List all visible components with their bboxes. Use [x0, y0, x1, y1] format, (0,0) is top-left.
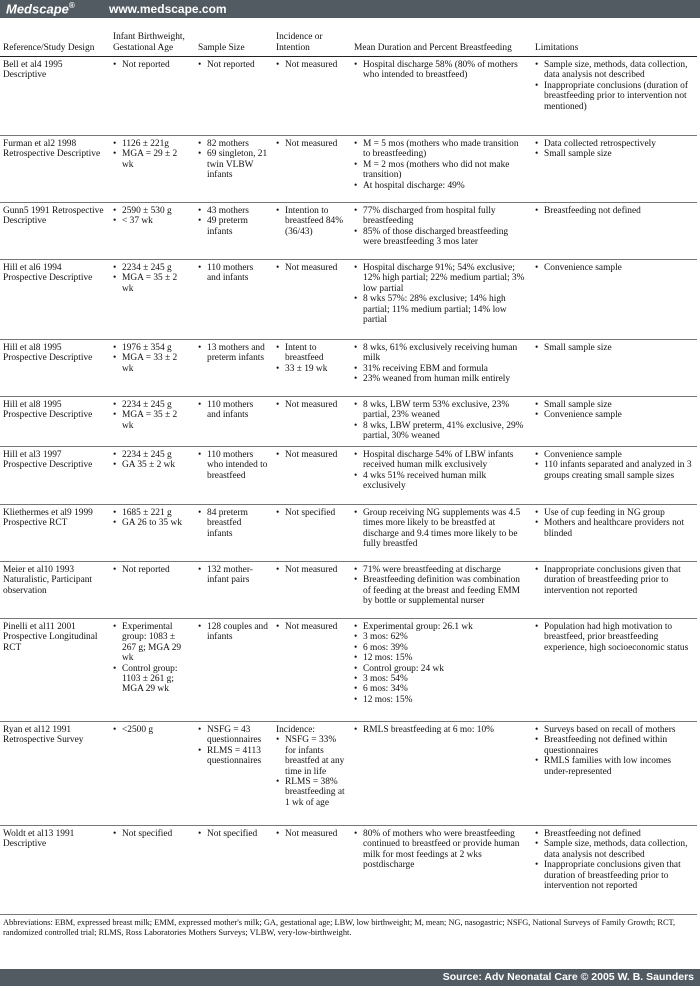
bullet-item: • 49 preterm infants	[198, 216, 269, 237]
site-url[interactable]: www.medscape.com	[109, 2, 227, 16]
duration-cell	[351, 505, 532, 562]
bullet-item: • 2590 ± 530 g	[113, 206, 191, 216]
bullet-item: • Control group: 1103 ± 261 g; MGA 29 wk	[113, 664, 191, 695]
table-row	[0, 203, 697, 260]
reference-cell: Ryan et al12 1991 Retrospective Survey	[0, 722, 110, 826]
sample-size-cell	[195, 203, 273, 260]
limitations-cell	[532, 340, 697, 397]
duration-cell	[351, 340, 532, 397]
bullet-item: • Small sample size	[535, 400, 693, 410]
bullet-item: • 43 mothers	[198, 206, 269, 216]
table-row	[0, 397, 697, 447]
bullet-item: • 12 mos: 15%	[354, 653, 528, 663]
table-body	[0, 57, 697, 915]
bullet-list	[113, 725, 191, 735]
column-header-duration: Mean Duration and Percent Breastfeeding	[351, 18, 532, 57]
bullet-list	[198, 206, 269, 237]
bullet-list	[113, 565, 191, 575]
bullet-item: • Not measured	[276, 622, 347, 632]
duration-cell	[351, 203, 532, 260]
sample-size-cell	[195, 447, 273, 505]
bullet-item: • < 37 wk	[113, 216, 191, 226]
duration-cell	[351, 826, 532, 915]
bullet-list	[198, 60, 269, 70]
bullet-item: • Convenience sample	[535, 450, 693, 460]
bullet-item: • MGA = 35 ± 2 wk	[113, 410, 191, 431]
incidence-cell	[273, 57, 351, 136]
bullet-list	[354, 60, 528, 81]
bullet-item: • Not specified	[276, 508, 347, 518]
bullet-list	[198, 139, 269, 181]
bullet-list	[535, 343, 693, 353]
bullet-item: • 23% weaned from human milk entirely	[354, 374, 528, 384]
bullet-item: • Hospital discharge 54% of LBW infants received human milk exclusively	[354, 450, 528, 471]
sample-size-cell	[195, 722, 273, 826]
bullet-item: • 3 mos: 62%	[354, 632, 528, 642]
limitations-cell	[532, 826, 697, 915]
birthweight-cell	[110, 722, 195, 826]
bullet-list	[276, 206, 347, 237]
bullet-item: • Small sample size	[535, 149, 693, 159]
bullet-list	[535, 60, 693, 112]
bullet-item: • M = 5 mos (mothers who made transition to breastfeeding)	[354, 139, 528, 160]
bullet-list	[535, 263, 693, 273]
birthweight-cell	[110, 826, 195, 915]
table-row	[0, 722, 697, 826]
bullet-list	[276, 139, 347, 149]
bullet-list	[276, 565, 347, 575]
bullet-list	[113, 60, 191, 70]
bullet-item: • Not specified	[113, 829, 191, 839]
bullet-list	[354, 622, 528, 705]
table-row	[0, 562, 697, 619]
bullet-item: • Inappropriate conclusions (duration of breastfeeding prior to intervention not mentioned)	[535, 81, 693, 112]
breastfeeding-studies-table	[0, 18, 697, 915]
bullet-list	[198, 263, 269, 284]
duration-cell	[351, 397, 532, 447]
bullet-item: • Not measured	[276, 829, 347, 839]
bullet-item: • 12 mos: 15%	[354, 695, 528, 705]
bullet-list	[535, 829, 693, 891]
source-credit: Source: Adv Neonatal Care © 2005 W. B. Saunders	[0, 969, 700, 986]
table-row	[0, 619, 697, 722]
column-header-reference: Reference/Study Design	[0, 18, 110, 57]
reference-cell: Hill et al8 1995 Prospective Descriptive	[0, 340, 110, 397]
bullet-list	[535, 139, 693, 160]
incidence-cell	[273, 505, 351, 562]
bullet-item: • RLMS = 4113 questionnaires	[198, 746, 269, 767]
bullet-item: • Control group: 24 wk	[354, 664, 528, 674]
birthweight-cell	[110, 340, 195, 397]
bullet-item: • Use of cup feeding in NG group	[535, 508, 693, 518]
birthweight-cell	[110, 57, 195, 136]
birthweight-cell	[110, 447, 195, 505]
bullet-item: • Not measured	[276, 139, 347, 149]
bullet-item: • 110 mothers who intended to breastfeed	[198, 450, 269, 481]
bullet-list	[354, 565, 528, 607]
bullet-list	[113, 400, 191, 431]
bullet-item: • 1685 ± 221 g	[113, 508, 191, 518]
reference-cell: Gunn5 1991 Retrospective Descriptive	[0, 203, 110, 260]
limitations-cell	[532, 136, 697, 203]
bullet-list	[535, 565, 693, 596]
bullet-item: • MGA = 35 ± 2 wk	[113, 273, 191, 294]
bullet-list	[113, 508, 191, 529]
incidence-cell	[273, 826, 351, 915]
bullet-list	[276, 343, 347, 374]
bullet-item: • 2234 ± 245 g	[113, 400, 191, 410]
incidence-cell	[273, 136, 351, 203]
birthweight-cell	[110, 562, 195, 619]
bullet-item: • Not measured	[276, 60, 347, 70]
bullet-list	[113, 622, 191, 695]
bullet-item: • 31% receiving EBM and formula	[354, 364, 528, 374]
bullet-item: • Surveys based on recall of mothers	[535, 725, 693, 735]
sample-size-cell	[195, 397, 273, 447]
bullet-list	[198, 508, 269, 539]
limitations-cell	[532, 397, 697, 447]
bullet-item: • Breastfeeding not defined within questionnaires	[535, 735, 693, 756]
bullet-list	[354, 206, 528, 248]
bullet-list	[276, 508, 347, 518]
bullet-item: • 84 preterm breastfed infants	[198, 508, 269, 539]
bullet-item: • GA 26 to 35 wk	[113, 518, 191, 528]
bullet-item: • MGA = 33 ± 2 wk	[113, 353, 191, 374]
bullet-list	[113, 263, 191, 294]
duration-cell	[351, 722, 532, 826]
bullet-item: • Inappropriate conclusions given that duration of breastfeeding prior to intervention not reported	[535, 860, 693, 891]
abbreviations-footnote: Abbreviations: EBM, expressed breast milk; EMM, expressed mother's milk; GA, gestational age; LBW, low birthweight; M, mean; NG, nasogastric; NSFG, National Surveys of Family Growth; RCT, randomized controlled trial; RLMS, Ross Laboratories Mothers Surveys; VLBW, very-low-birthweight.	[3, 918, 676, 937]
limitations-cell	[532, 57, 697, 136]
table-row	[0, 57, 697, 136]
bullet-item: • Not reported	[198, 60, 269, 70]
bullet-item: • Not measured	[276, 263, 347, 273]
bullet-item: • Sample size, methods, data collection, data analysis not described	[535, 839, 693, 860]
bullet-list	[535, 622, 693, 653]
bullet-item: • 4 wks 51% received human milk exclusively	[354, 471, 528, 492]
bullet-item: • 82 mothers	[198, 139, 269, 149]
bullet-item: • 1976 ± 354 g	[113, 343, 191, 353]
bullet-list	[276, 735, 347, 808]
bullet-item: • Sample size, methods, data collection, data analysis not described	[535, 60, 693, 81]
table-page	[0, 18, 700, 938]
medscape-logo: Medscape®	[6, 1, 75, 17]
bullet-item: • Breastfeeding not defined	[535, 206, 693, 216]
reference-cell: Hill et al8 1995 Prospective Descriptive	[0, 397, 110, 447]
bullet-item: • Convenience sample	[535, 263, 693, 273]
birthweight-cell	[110, 203, 195, 260]
bullet-item: • 2234 ± 245 g	[113, 263, 191, 273]
bullet-item: • 132 mother-infant pairs	[198, 565, 269, 586]
reference-cell: Meier et al10 1993 Naturalistic, Participant observation	[0, 562, 110, 619]
bullet-list	[276, 400, 347, 410]
bullet-item: • 110 mothers and infants	[198, 400, 269, 421]
bullet-item: • 8 wks, LBW preterm, 41% exclusive, 29% partial, 30% weaned	[354, 421, 528, 442]
bullet-item: • Not measured	[276, 400, 347, 410]
bullet-list	[535, 508, 693, 539]
incidence-label: Incidence:	[276, 725, 316, 735]
bullet-item: • 71% were breastfeeding at discharge	[354, 565, 528, 575]
limitations-cell	[532, 562, 697, 619]
column-header-limitations: Limitations	[532, 18, 697, 57]
bullet-list	[354, 343, 528, 385]
sample-size-cell	[195, 826, 273, 915]
bullet-item: • Convenience sample	[535, 410, 693, 420]
bullet-list	[276, 263, 347, 273]
birthweight-cell	[110, 260, 195, 340]
bullet-item: • Not reported	[113, 60, 191, 70]
bullet-item: • Experimental group: 26.1 wk	[354, 622, 528, 632]
sample-size-cell	[195, 619, 273, 722]
incidence-cell	[273, 447, 351, 505]
birthweight-cell	[110, 505, 195, 562]
bullet-item: • 6 mos: 39%	[354, 643, 528, 653]
bullet-list	[354, 139, 528, 191]
bullet-item: • 6 mos: 34%	[354, 684, 528, 694]
bullet-list	[535, 450, 693, 481]
incidence-cell	[273, 260, 351, 340]
duration-cell	[351, 57, 532, 136]
incidence-cell	[273, 619, 351, 722]
reference-cell: Woldt et al13 1991 Descriptive	[0, 826, 110, 915]
bullet-item: • Breastfeeding not defined	[535, 829, 693, 839]
incidence-cell	[273, 340, 351, 397]
limitations-cell	[532, 722, 697, 826]
reference-cell: Pinelli et al11 2001 Prospective Longitudinal RCT	[0, 619, 110, 722]
sample-size-cell	[195, 260, 273, 340]
duration-cell	[351, 136, 532, 203]
bullet-list	[198, 622, 269, 643]
bullet-item: • Breastfeeding definition was combination of feeding at the breast and feeding EMM by bottle or supplemental nurser	[354, 575, 528, 606]
sample-size-cell	[195, 57, 273, 136]
bullet-item: • Experimental group: 1083 ± 267 g; MGA 29 wk	[113, 622, 191, 664]
column-header-incidence: Incidence or Intention	[273, 18, 351, 57]
bullet-list	[198, 829, 269, 839]
bullet-item: • 85% of those discharged breastfeeding were breastfeeding 3 mos later	[354, 227, 528, 248]
bullet-item: • 128 couples and infants	[198, 622, 269, 643]
reference-cell: Furman et al2 1998 Retrospective Descriptive	[0, 136, 110, 203]
column-header-birthweight: Infant Birthweight, Gestational Age	[110, 18, 195, 57]
bullet-list	[198, 400, 269, 421]
incidence-cell	[273, 397, 351, 447]
bullet-item: • 8 wks 57%: 28% exclusive; 14% high partial; 11% medium partial; 14% low partial	[354, 294, 528, 325]
top-banner	[0, 0, 700, 18]
bullet-item: • NSFG = 33% for infants breastfed at any time in life	[276, 735, 347, 777]
table-row	[0, 136, 697, 203]
table-row	[0, 260, 697, 340]
bullet-item: • Inappropriate conclusions given that duration of breastfeeding prior to intervention not reported	[535, 565, 693, 596]
reference-cell: Bell et al4 1995 Descriptive	[0, 57, 110, 136]
table-row	[0, 447, 697, 505]
incidence-cell	[273, 562, 351, 619]
bullet-item: • 33 ± 19 wk	[276, 364, 347, 374]
bullet-item: • 80% of mothers who were breastfeeding continued to breastfeed or provide human milk for most feedings at 2 wks postdischarge	[354, 829, 528, 871]
bullet-item: • <2500 g	[113, 725, 191, 735]
incidence-cell	[273, 203, 351, 260]
reference-cell: Hill et al6 1994 Prospective Descriptive	[0, 260, 110, 340]
bullet-list	[113, 343, 191, 374]
bullet-item: • RMLS breastfeeding at 6 mo: 10%	[354, 725, 528, 735]
sample-size-cell	[195, 562, 273, 619]
bullet-item: • Not specified	[198, 829, 269, 839]
incidence-cell	[273, 722, 351, 826]
bullet-item: • At hospital discharge: 49%	[354, 181, 528, 191]
limitations-cell	[532, 619, 697, 722]
bullet-item: • 13 mothers and preterm infants	[198, 343, 269, 364]
reference-cell: Kliethermes et al9 1999 Prospective RCT	[0, 505, 110, 562]
limitations-cell	[532, 447, 697, 505]
bullet-item: • 8 wks, 61% exclusively receiving human milk	[354, 343, 528, 364]
bullet-item: • NSFG = 43 questionnaires	[198, 725, 269, 746]
bullet-item: • Intent to breastfeed	[276, 343, 347, 364]
bullet-list	[535, 725, 693, 777]
birthweight-cell	[110, 136, 195, 203]
bullet-list	[198, 725, 269, 767]
bullet-list	[113, 139, 191, 170]
duration-cell	[351, 260, 532, 340]
bullet-list	[354, 450, 528, 492]
bullet-item: • 1126 ± 221g	[113, 139, 191, 149]
bullet-list	[354, 400, 528, 442]
bullet-list	[113, 450, 191, 471]
column-header-sample-size: Sample Size	[195, 18, 273, 57]
bullet-list	[113, 829, 191, 839]
bullet-item: • Small sample size	[535, 343, 693, 353]
bullet-item: • 110 infants separated and analyzed in 3 groups creating small sample sizes	[535, 460, 693, 481]
sample-size-cell	[195, 136, 273, 203]
bullet-list	[198, 450, 269, 481]
bullet-item: • 110 mothers and infants	[198, 263, 269, 284]
reference-cell: Hill et al3 1997 Prospective Descriptive	[0, 447, 110, 505]
bullet-list	[276, 829, 347, 839]
bullet-item: • Mothers and healthcare providers not blinded	[535, 518, 693, 539]
bullet-item: • GA 35 ± 2 wk	[113, 460, 191, 470]
sample-size-cell	[195, 505, 273, 562]
bullet-item: • RLMS = 38% breastfeeding at 1 wk of age	[276, 777, 347, 808]
sample-size-cell	[195, 340, 273, 397]
bullet-item: • 2234 ± 245 g	[113, 450, 191, 460]
table-row	[0, 505, 697, 562]
bullet-list	[354, 508, 528, 550]
bullet-list	[535, 400, 693, 421]
limitations-cell	[532, 260, 697, 340]
bullet-item: • MGA = 29 ± 2 wk	[113, 149, 191, 170]
duration-cell	[351, 562, 532, 619]
bullet-item: • Not measured	[276, 450, 347, 460]
bullet-list	[354, 263, 528, 325]
bullet-list	[276, 622, 347, 632]
bullet-list	[276, 60, 347, 70]
bullet-item: • 3 mos: 54%	[354, 674, 528, 684]
limitations-cell	[532, 203, 697, 260]
bullet-item: • Intention to breastfeed 84% (36/43)	[276, 206, 347, 237]
bullet-item: • Not reported	[113, 565, 191, 575]
bullet-list	[198, 565, 269, 586]
bullet-item: • 69 singleton, 21 twin VLBW infants	[198, 149, 269, 180]
bullet-item: • 8 wks, LBW term 53% exclusive, 23% partial, 23% weaned	[354, 400, 528, 421]
bullet-list	[535, 206, 693, 216]
bullet-list	[276, 450, 347, 460]
duration-cell	[351, 447, 532, 505]
bullet-item: • RMLS families with low incomes under-represented	[535, 756, 693, 777]
bullet-item: • Not measured	[276, 565, 347, 575]
bullet-item: • Group receiving NG supplements was 4.5 times more likely to be breastfed at discharge and 9.4 times more likely to be fully breastfed	[354, 508, 528, 550]
bullet-item: • Data collected retrospectively	[535, 139, 693, 149]
bullet-list	[113, 206, 191, 227]
table-row	[0, 340, 697, 397]
bullet-list	[354, 725, 528, 735]
bullet-item: • 77% discharged from hospital fully breastfeeding	[354, 206, 528, 227]
bullet-item: • M = 2 mos (mothers who did not make transition)	[354, 160, 528, 181]
limitations-cell	[532, 505, 697, 562]
bullet-item: • Population had high motivation to breastfeed, prior breastfeeding experience, high socioeconomic status	[535, 622, 693, 653]
birthweight-cell	[110, 397, 195, 447]
table-row	[0, 826, 697, 915]
bullet-item: • Hospital discharge 58% (80% of mothers who intended to breastfeed)	[354, 60, 528, 81]
table-header-row	[0, 18, 697, 57]
bullet-list	[198, 343, 269, 364]
birthweight-cell	[110, 619, 195, 722]
duration-cell	[351, 619, 532, 722]
bullet-item: • Hospital discharge 91%; 54% exclusive; 12% high partial; 22% medium partial; 3% low partial	[354, 263, 528, 294]
bullet-list	[354, 829, 528, 871]
